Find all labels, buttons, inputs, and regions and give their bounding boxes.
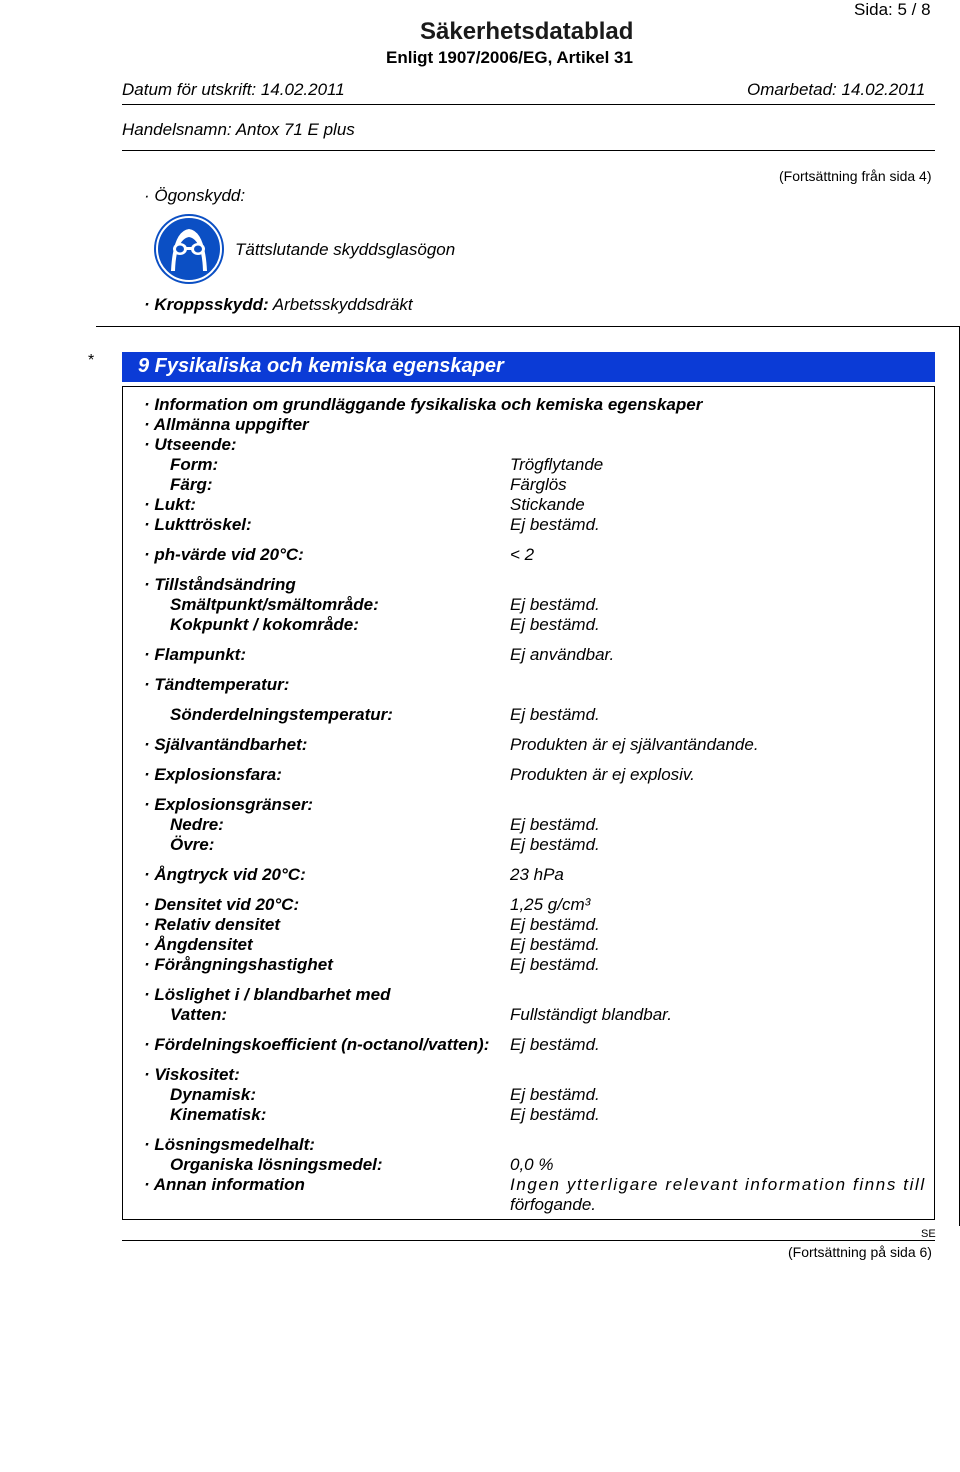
density-value: 1,25 g/cm³ <box>510 895 591 914</box>
vapor-density-value: Ej bestämd. <box>510 935 600 954</box>
vapor-pressure-label: · Ångtryck vid 20°C: <box>144 865 306 884</box>
relative-density-label: · Relativ densitet <box>144 915 281 934</box>
dynamic-value: Ej bestämd. <box>510 1085 600 1104</box>
boiling-point-value: Ej bestämd. <box>510 615 600 634</box>
eye-protection-label: · Ögonskydd: <box>144 186 246 205</box>
upper-limit-value: Ej bestämd. <box>510 835 600 854</box>
form-value: Trögflytande <box>510 455 604 474</box>
revised-date: Omarbetad: 14.02.2011 <box>747 80 926 99</box>
explosion-limits-label: · Explosionsgränser: <box>144 795 314 814</box>
appearance-label: · Utseende: <box>144 435 237 454</box>
print-date: Datum för utskrift: 14.02.2011 <box>122 80 345 99</box>
self-ignition-label: · Självantändbarhet: <box>144 735 308 754</box>
relative-density-value: Ej bestämd. <box>510 915 600 934</box>
color-label: Färg: <box>170 475 213 494</box>
kinematic-value: Ej bestämd. <box>510 1105 600 1124</box>
ph-value: < 2 <box>510 545 535 564</box>
color-value: Färglös <box>510 475 567 494</box>
evaporation-rate-label: · Förångningshastighet <box>144 955 333 974</box>
section-title: 9 Fysikaliska och kemiska egenskaper <box>138 355 504 377</box>
other-info-value-line1: Ingen ytterligare relevant information finns till <box>510 1175 926 1194</box>
melting-point-value: Ej bestämd. <box>510 595 600 614</box>
odor-label: · Lukt: <box>144 495 196 514</box>
body-protection-value: Arbetsskyddsdräkt <box>272 295 413 314</box>
lower-limit-value: Ej bestämd. <box>510 815 600 834</box>
document-subtitle: Enligt 1907/2006/EG, Artikel 31 <box>386 48 633 67</box>
general-heading: · Allmänna uppgifter <box>144 415 309 434</box>
partition-coefficient-value: Ej bestämd. <box>510 1035 600 1054</box>
boiling-point-label: Kokpunkt / kokområde: <box>170 615 359 634</box>
odor-threshold-value: Ej bestämd. <box>510 515 600 534</box>
language-code: SE <box>921 1228 936 1240</box>
water-label: Vatten: <box>170 1005 227 1024</box>
header-rule <box>122 104 935 105</box>
kinematic-label: Kinematisk: <box>170 1105 267 1124</box>
change-marker: * <box>88 352 95 369</box>
info-heading: · Information om grundläggande fysikaliska och kemiska egenskaper <box>144 395 703 414</box>
continued-on: (Fortsättning på sida 6) <box>788 1244 932 1260</box>
dynamic-label: Dynamisk: <box>170 1085 256 1104</box>
ignition-temp-label: · Tändtemperatur: <box>144 675 290 694</box>
partition-coefficient-label: · Fördelningskoefficient (n-octanol/vatten): <box>144 1035 490 1054</box>
lower-limit-label: Nedre: <box>170 815 224 834</box>
viscosity-label: · Viskositet: <box>144 1065 240 1084</box>
state-change-label: · Tillståndsändring <box>144 575 296 594</box>
body-protection-label: · Kroppsskydd: <box>144 295 269 314</box>
trade-name: Handelsnamn: Antox 71 E plus <box>122 120 355 139</box>
explosion-hazard-label: · Explosionsfara: <box>144 765 282 784</box>
self-ignition-value: Produkten är ej självantändande. <box>510 735 759 754</box>
explosion-hazard-value: Produkten är ej explosiv. <box>510 765 695 784</box>
other-info-label: · Annan information <box>144 1175 305 1194</box>
flash-point-value: Ej användbar. <box>510 645 615 664</box>
footer-rule <box>122 1240 935 1241</box>
odor-threshold-label: · Lukttröskel: <box>144 515 252 534</box>
decomposition-temp-label: Sönderdelningstemperatur: <box>170 705 393 724</box>
organic-solvents-value: 0,0 % <box>510 1155 554 1174</box>
goggles-text: Tättslutande skyddsglasögon <box>235 240 456 259</box>
decomposition-temp-value: Ej bestämd. <box>510 705 600 724</box>
document-title: Säkerhetsdatablad <box>420 18 634 45</box>
continued-from: (Fortsättning från sida 4) <box>779 168 932 184</box>
melting-point-label: Smältpunkt/smältområde: <box>170 595 379 614</box>
odor-value: Stickande <box>510 495 585 514</box>
other-info-value-line2: förfogande. <box>510 1195 597 1214</box>
form-label: Form: <box>170 455 219 474</box>
upper-limit-label: Övre: <box>170 835 215 854</box>
solvent-content-label: · Lösningsmedelhalt: <box>144 1135 315 1154</box>
vapor-density-label: · Ångdensitet <box>144 935 253 954</box>
page-number: Sida: 5 / 8 <box>854 0 931 19</box>
evaporation-rate-value: Ej bestämd. <box>510 955 600 974</box>
organic-solvents-label: Organiska lösningsmedel: <box>170 1155 383 1174</box>
water-value: Fullständigt blandbar. <box>510 1005 672 1024</box>
ph-label: · ph-värde vid 20°C: <box>144 545 304 564</box>
goggles-icon <box>153 213 225 285</box>
section-separator <box>96 326 960 327</box>
flash-point-label: · Flampunkt: <box>144 645 246 664</box>
solubility-label: · Löslighet i / blandbarhet med <box>144 985 391 1004</box>
header-rule-2 <box>122 150 935 151</box>
density-label: · Densitet vid 20°C: <box>144 895 300 914</box>
vapor-pressure-value: 23 hPa <box>510 865 564 884</box>
